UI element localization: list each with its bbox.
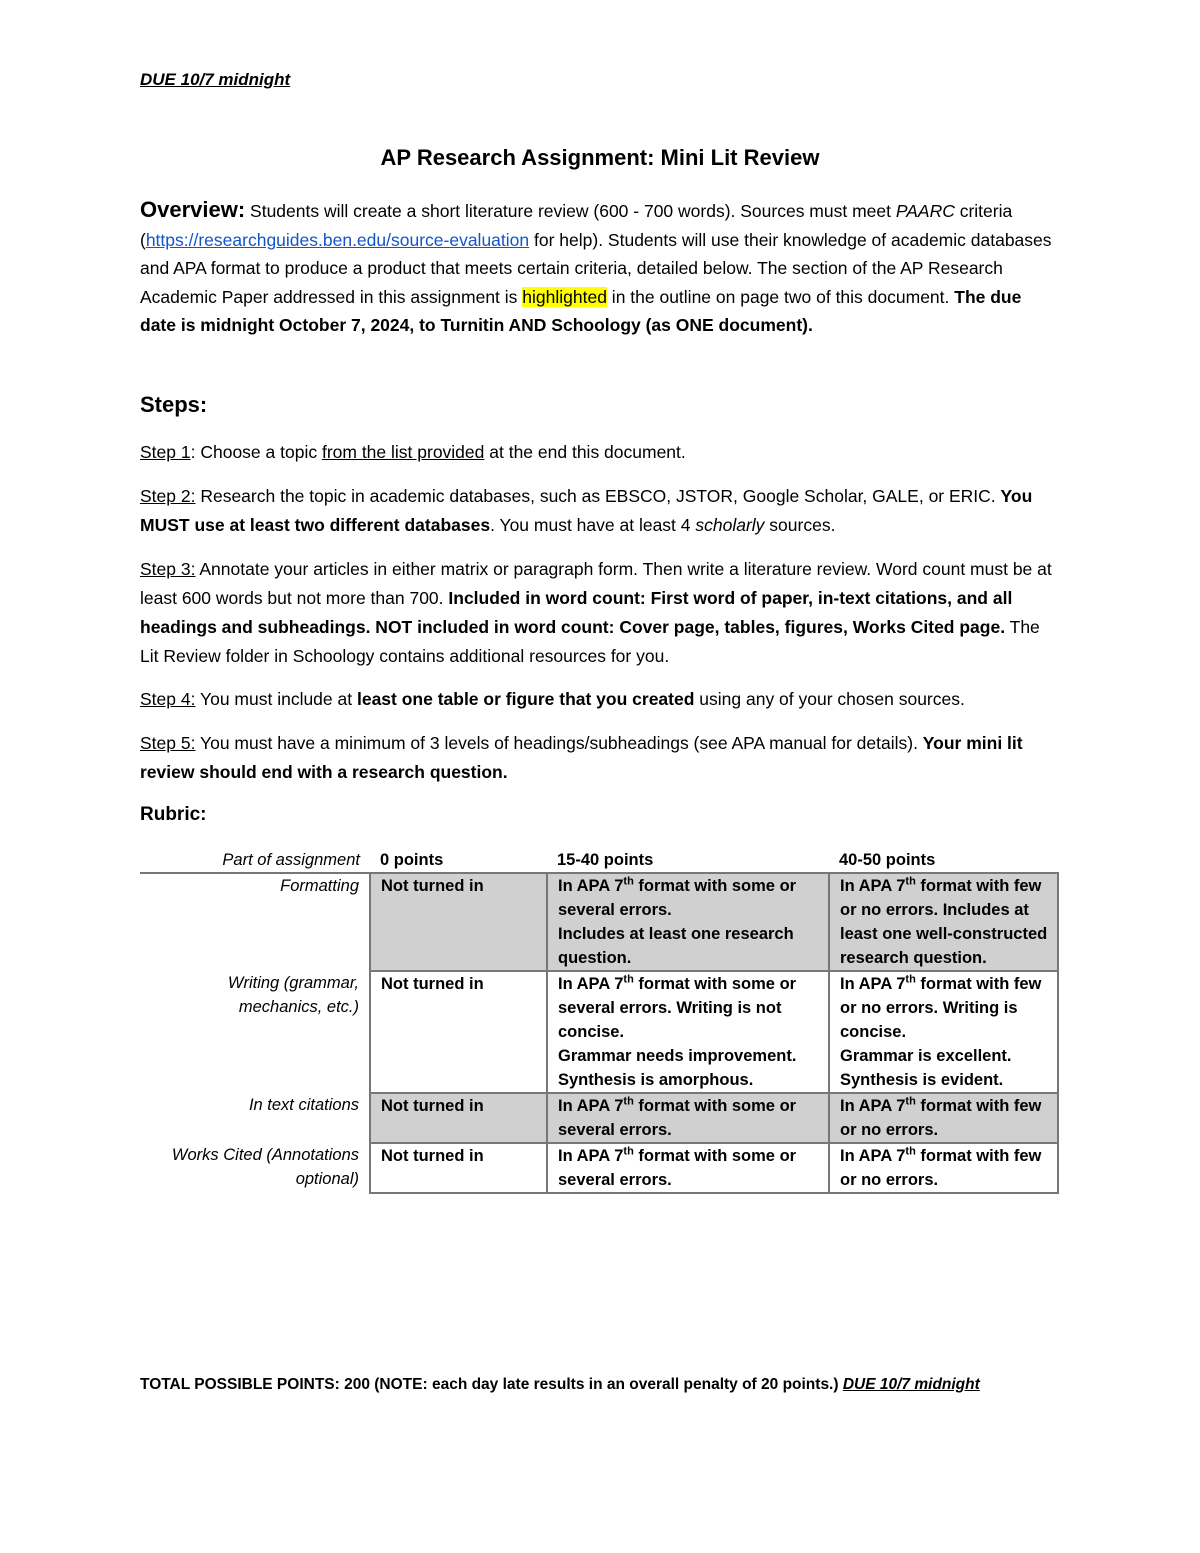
footer-total-points [140, 1376, 980, 1394]
step-4-label: Step 4: [140, 689, 196, 709]
step-1-text-2: at the end this document. [484, 442, 686, 462]
step-1-text-1: Choose a topic [195, 442, 322, 462]
footer-due-note: DUE 10/7 midnight [842, 1376, 980, 1393]
step-1-label: Step 1 [140, 442, 191, 462]
step-2-text-2: . You must have at least 4 [490, 515, 696, 535]
row-part-label: Writing (grammar, mechanics, etc.) [227, 974, 359, 1016]
column-header-40-50-points: 40-50 points [829, 848, 1058, 873]
step-4-text-1: You must include at [195, 689, 357, 709]
cell-15-40-points: In APA 7th format with some or several errors. [547, 1143, 829, 1193]
page-title: AP Research Assignment: Mini Lit Review [380, 145, 820, 170]
step-5-bold: Your mini lit review should end with a research question. [140, 733, 1023, 782]
cell-15-40-points: In APA 7th format with some or several errors. Writing is not concise. Grammar needs improvement. Synthesis is amorphous. [547, 971, 829, 1093]
column-header-15-40-points: 15-40 points [547, 848, 829, 873]
step-1 [140, 438, 1060, 467]
step-5-label: Step 5: [140, 733, 196, 753]
row-part-label: Formatting [280, 877, 359, 895]
step-1-underlined: from the list provided [321, 442, 485, 462]
step-3-text-1: Annotate your articles in either matrix or paragraph form. Then write a literature review. Word count must be at least 600 words but not more than 700. [140, 559, 1052, 608]
rubric-table [140, 848, 1059, 1194]
rubric-heading: Rubric: [140, 804, 207, 825]
cell-0-points: Not turned in [370, 1093, 547, 1143]
step-1-colon: : [190, 442, 196, 462]
step-4-bold: least one table or figure that you created [356, 689, 695, 709]
step-4-text-2: using any of your chosen sources. [694, 689, 965, 709]
table-row [140, 1093, 1058, 1143]
overview-text-2: criteria ( [140, 201, 1013, 250]
cell-40-50-points: In APA 7th format with few or no errors. [829, 1093, 1058, 1143]
overview-text-1: Students will create a short literature review (600 - 700 words). Sources must meet [245, 201, 896, 221]
cell-40-50-points: In APA 7th format with few or no errors. Includes at least one well-constructed research question. [829, 873, 1058, 971]
step-3-bold: Included in word count: First word of paper, in-text citations, and all headings and subheadings. NOT included in word count: Cover page, tables, figures, Works Cited page. [140, 588, 1013, 637]
step-2-bold: You MUST use at least two different databases [140, 486, 1033, 535]
step-5-text-1: You must have a minimum of 3 levels of headings/subheadings (see APA manual for details). [195, 733, 923, 753]
cell-15-40-points: In APA 7th format with some or several errors. Includes at least one research question. [547, 873, 829, 971]
footer-text: TOTAL POSSIBLE POINTS: 200 (NOTE: each day late results in an overall penalty of 20 points.) [140, 1376, 843, 1393]
table-row [140, 873, 1058, 971]
cell-0-points: Not turned in [370, 873, 547, 971]
column-header-0-points: 0 points [370, 848, 547, 873]
due-date-note: DUE 10/7 midnight [140, 70, 291, 89]
overview-paarc: PAARC [895, 201, 955, 221]
row-part-label: Works Cited (Annotations optional) [171, 1146, 359, 1188]
overview-text-3: for help). Students will use their knowledge of academic databases and APA format to produce a product that meets certain criteria, detailed below. The section of the AP Research Academic Paper addressed in this assignment is [140, 229, 1052, 307]
cell-0-points: Not turned in [370, 971, 547, 1093]
overview-paragraph [140, 196, 1060, 340]
step-3 [140, 555, 1060, 671]
step-2-label: Step 2: [140, 486, 196, 506]
overview-highlighted: highlighted [522, 286, 607, 307]
row-part-label: In text citations [248, 1096, 359, 1114]
table-row [140, 971, 1058, 1093]
table-row [140, 1143, 1058, 1193]
step-2 [140, 482, 1060, 540]
column-header-part: Part of assignment [140, 848, 370, 873]
step-5 [140, 729, 1060, 787]
step-3-text-2: The Lit Review folder in Schoology contains additional resources for you. [140, 617, 1040, 666]
step-3-label: Step 3: [140, 559, 196, 579]
step-2-italic: scholarly [695, 515, 765, 535]
overview-due-date: The due date is midnight October 7, 2024, to Turnitin AND Schoology (as ONE document). [140, 286, 1022, 335]
step-2-text-3: sources. [764, 515, 836, 535]
step-2-text-1: Research the topic in academic databases, such as EBSCO, JSTOR, Google Scholar, GALE, or ERIC. [195, 486, 1001, 506]
overview-colon: : [237, 197, 246, 222]
cell-40-50-points: In APA 7th format with few or no errors. [829, 1143, 1058, 1193]
cell-0-points: Not turned in [370, 1143, 547, 1193]
rubric-header-row [140, 848, 1058, 873]
overview-label: Overview [140, 197, 238, 222]
overview-text-4: in the outline on page two of this document. [606, 286, 955, 307]
step-4 [140, 685, 1060, 714]
cell-15-40-points: In APA 7th format with some or several errors. [547, 1093, 829, 1143]
source-evaluation-link[interactable]: https://researchguides.ben.edu/source-evaluation [145, 229, 530, 250]
steps-heading: Steps: [140, 392, 208, 417]
cell-40-50-points: In APA 7th format with few or no errors. Writing is concise. Grammar is excellent. Synthesis is evident. [829, 971, 1058, 1093]
